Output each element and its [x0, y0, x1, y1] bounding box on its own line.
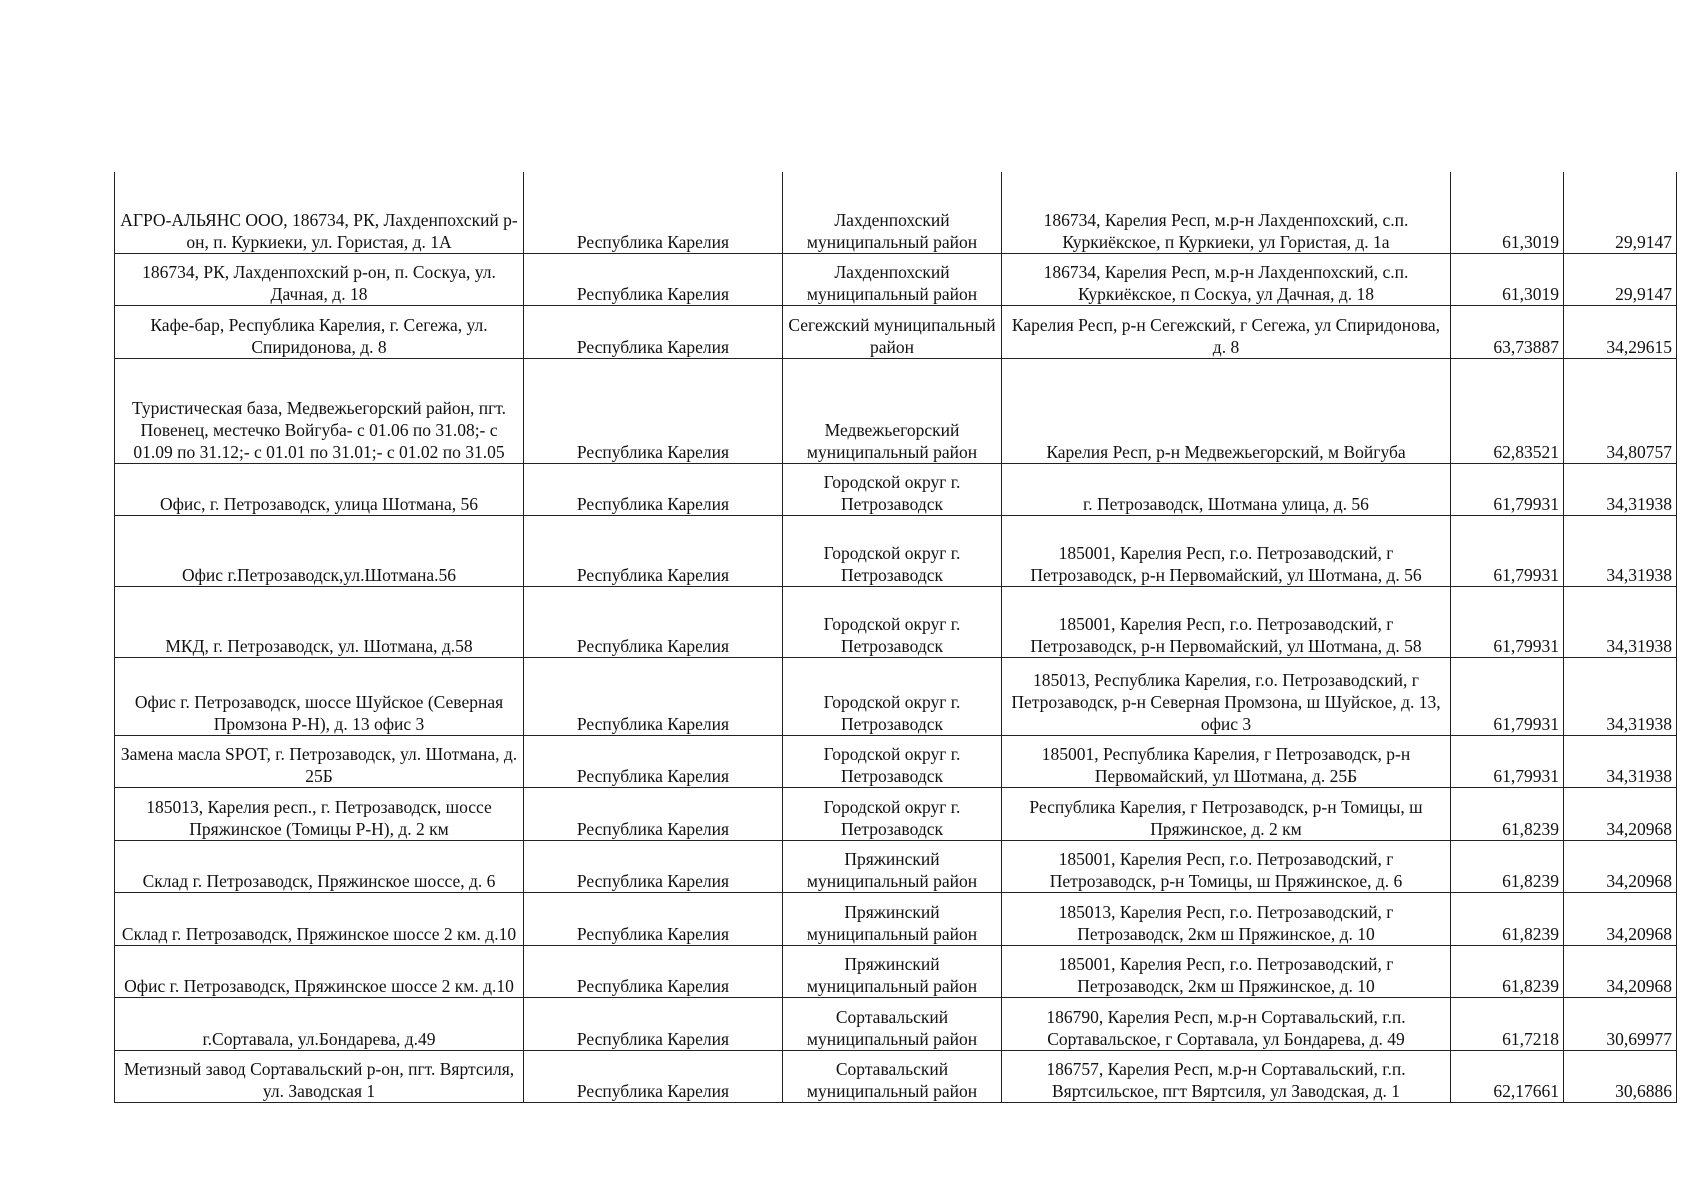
- cell-address: Карелия Респ, р-н Медвежьегорский, м Войгуба: [1002, 358, 1451, 463]
- cell-latitude: 62,17661: [1451, 1050, 1564, 1102]
- cell-region: Республика Карелия: [524, 787, 783, 840]
- cell-latitude: 61,7218: [1451, 997, 1564, 1050]
- cell-name: Офис, г. Петрозаводск, улица Шотмана, 56: [115, 463, 524, 515]
- cell-latitude: 61,3019: [1451, 253, 1564, 305]
- cell-address: 186757, Карелия Респ, м.р-н Сортавальский, г.п. Вяртсильское, пгт Вяртсиля, ул Заводская, д. 1: [1002, 1050, 1451, 1102]
- cell-latitude: 63,73887: [1451, 305, 1564, 358]
- cell-longitude: 34,29615: [1564, 305, 1677, 358]
- cell-name: Метизный завод Сортавальский р-он, пгт. Вяртсиля, ул. Заводская 1: [115, 1050, 524, 1102]
- cell-name: Замена масла SPOT, г. Петрозаводск, ул. Шотмана, д. 25Б: [115, 735, 524, 787]
- cell-name: г.Сортавала, ул.Бондарева, д.49: [115, 997, 524, 1050]
- cell-district: Медвежьегорский муниципальный район: [783, 358, 1002, 463]
- cell-address: 186734, Карелия Респ, м.р-н Лахденпохский, с.п. Куркиёкское, п Соскуа, ул Дачная, д. 18: [1002, 253, 1451, 305]
- cell-region: Республика Карелия: [524, 997, 783, 1050]
- cell-latitude: 61,8239: [1451, 945, 1564, 997]
- cell-name: 186734, РК, Лахденпохский р-он, п. Соскуа, ул. Дачная, д. 18: [115, 253, 524, 305]
- table-row: [115, 657, 1677, 735]
- cell-district: Городской округ г. Петрозаводск: [783, 586, 1002, 657]
- table-row: [115, 945, 1677, 997]
- cell-district: Сегежский муниципальный район: [783, 305, 1002, 358]
- cell-district: Сортавальский муниципальный район: [783, 997, 1002, 1050]
- cell-longitude: 30,69977: [1564, 997, 1677, 1050]
- cell-longitude: 34,31938: [1564, 735, 1677, 787]
- cell-region: Республика Карелия: [524, 358, 783, 463]
- table-row: [115, 840, 1677, 892]
- cell-district: Городской округ г. Петрозаводск: [783, 657, 1002, 735]
- cell-address: 185013, Карелия Респ, г.о. Петрозаводский, г Петрозаводск, 2км ш Пряжинское, д. 10: [1002, 892, 1451, 945]
- cell-address: 186790, Карелия Респ, м.р-н Сортавальский, г.п. Сортавальское, г Сортавала, ул Бондарева, д. 49: [1002, 997, 1451, 1050]
- table-row: [115, 1050, 1677, 1102]
- cell-longitude: 29,9147: [1564, 253, 1677, 305]
- cell-longitude: 30,6886: [1564, 1050, 1677, 1102]
- cell-latitude: 61,8239: [1451, 840, 1564, 892]
- cell-longitude: 34,80757: [1564, 358, 1677, 463]
- table-row: [115, 997, 1677, 1050]
- cell-address: г. Петрозаводск, Шотмана улица, д. 56: [1002, 463, 1451, 515]
- cell-longitude: 34,20968: [1564, 840, 1677, 892]
- cell-latitude: 61,79931: [1451, 463, 1564, 515]
- table-row: [115, 463, 1677, 515]
- table-row: [115, 892, 1677, 945]
- cell-region: Республика Карелия: [524, 892, 783, 945]
- cell-name: Туристическая база, Медвежьегорский район, пгт. Повенец, местечко Войгуба- с 01.06 по 31.08;- с 01.09 по 31.12;- с 01.01 по 31.01;- с 01.02 по 31.05: [115, 358, 524, 463]
- table-row: [115, 305, 1677, 358]
- cell-address: 185001, Карелия Респ, г.о. Петрозаводский, г Петрозаводск, р-н Первомайский, ул Шотмана, д. 58: [1002, 586, 1451, 657]
- cell-district: Пряжинский муниципальный район: [783, 892, 1002, 945]
- cell-district: Лахденпохский муниципальный район: [783, 253, 1002, 305]
- cell-latitude: 61,79931: [1451, 586, 1564, 657]
- cell-latitude: 62,83521: [1451, 358, 1564, 463]
- cell-address: Карелия Респ, р-н Сегежский, г Сегежа, ул Спиридонова, д. 8: [1002, 305, 1451, 358]
- cell-district: Городской округ г. Петрозаводск: [783, 735, 1002, 787]
- cell-longitude: 29,9147: [1564, 172, 1677, 253]
- cell-name: Кафе-бар, Республика Карелия, г. Сегежа, ул. Спиридонова, д. 8: [115, 305, 524, 358]
- table-row: [115, 735, 1677, 787]
- cell-region: Республика Карелия: [524, 735, 783, 787]
- table-row: [115, 253, 1677, 305]
- cell-name: Офис г. Петрозаводск, шоссе Шуйское (Северная Промзона Р-Н), д. 13 офис 3: [115, 657, 524, 735]
- cell-district: Лахденпохский муниципальный район: [783, 172, 1002, 253]
- cell-address: 185001, Карелия Респ, г.о. Петрозаводский, г Петрозаводск, 2км ш Пряжинское, д. 10: [1002, 945, 1451, 997]
- cell-region: Республика Карелия: [524, 945, 783, 997]
- cell-address: 185001, Республика Карелия, г Петрозаводск, р-н Первомайский, ул Шотмана, д. 25Б: [1002, 735, 1451, 787]
- cell-longitude: 34,20968: [1564, 787, 1677, 840]
- cell-address: 185013, Республика Карелия, г.о. Петрозаводский, г Петрозаводск, р-н Северная Промзона, ш Шуйское, д. 13, офис 3: [1002, 657, 1451, 735]
- cell-region: Республика Карелия: [524, 840, 783, 892]
- table-row: [115, 172, 1677, 253]
- cell-address: 185001, Карелия Респ, г.о. Петрозаводский, г Петрозаводск, р-н Томицы, ш Пряжинское, д. 6: [1002, 840, 1451, 892]
- cell-name: Склад г. Петрозаводск, Пряжинское шоссе 2 км. д.10: [115, 892, 524, 945]
- cell-district: Городской округ г. Петрозаводск: [783, 787, 1002, 840]
- data-table: [114, 172, 1677, 1103]
- table-row: [115, 358, 1677, 463]
- cell-region: Республика Карелия: [524, 172, 783, 253]
- table-row: [115, 586, 1677, 657]
- cell-region: Республика Карелия: [524, 657, 783, 735]
- cell-region: Республика Карелия: [524, 1050, 783, 1102]
- cell-region: Республика Карелия: [524, 586, 783, 657]
- cell-district: Сортавальский муниципальный район: [783, 1050, 1002, 1102]
- cell-name: 185013, Карелия респ., г. Петрозаводск, шоссе Пряжинское (Томицы Р-Н), д. 2 км: [115, 787, 524, 840]
- cell-region: Республика Карелия: [524, 463, 783, 515]
- table-row: [115, 515, 1677, 586]
- cell-latitude: 61,3019: [1451, 172, 1564, 253]
- cell-longitude: 34,20968: [1564, 945, 1677, 997]
- cell-latitude: 61,8239: [1451, 892, 1564, 945]
- cell-latitude: 61,79931: [1451, 735, 1564, 787]
- cell-name: АГРО-АЛЬЯНС ООО, 186734, РК, Лахденпохский р-он, п. Куркиеки, ул. Гористая, д. 1А: [115, 172, 524, 253]
- cell-name: Склад г. Петрозаводск, Пряжинское шоссе, д. 6: [115, 840, 524, 892]
- cell-region: Республика Карелия: [524, 253, 783, 305]
- cell-latitude: 61,79931: [1451, 515, 1564, 586]
- cell-name: Офис г.Петрозаводск,ул.Шотмана.56: [115, 515, 524, 586]
- cell-longitude: 34,20968: [1564, 892, 1677, 945]
- cell-longitude: 34,31938: [1564, 463, 1677, 515]
- cell-latitude: 61,79931: [1451, 657, 1564, 735]
- cell-name: МКД, г. Петрозаводск, ул. Шотмана, д.58: [115, 586, 524, 657]
- cell-name: Офис г. Петрозаводск, Пряжинское шоссе 2 км. д.10: [115, 945, 524, 997]
- cell-region: Республика Карелия: [524, 305, 783, 358]
- cell-district: Городской округ г. Петрозаводск: [783, 515, 1002, 586]
- cell-address: 186734, Карелия Респ, м.р-н Лахденпохский, с.п. Куркиёкское, п Куркиеки, ул Гористая, д. 1а: [1002, 172, 1451, 253]
- cell-latitude: 61,8239: [1451, 787, 1564, 840]
- table-row: [115, 787, 1677, 840]
- cell-longitude: 34,31938: [1564, 586, 1677, 657]
- cell-district: Городской округ г. Петрозаводск: [783, 463, 1002, 515]
- cell-district: Пряжинский муниципальный район: [783, 945, 1002, 997]
- cell-address: Республика Карелия, г Петрозаводск, р-н Томицы, ш Пряжинское, д. 2 км: [1002, 787, 1451, 840]
- cell-region: Республика Карелия: [524, 515, 783, 586]
- cell-longitude: 34,31938: [1564, 515, 1677, 586]
- cell-longitude: 34,31938: [1564, 657, 1677, 735]
- cell-district: Пряжинский муниципальный район: [783, 840, 1002, 892]
- cell-address: 185001, Карелия Респ, г.о. Петрозаводский, г Петрозаводск, р-н Первомайский, ул Шотмана, д. 56: [1002, 515, 1451, 586]
